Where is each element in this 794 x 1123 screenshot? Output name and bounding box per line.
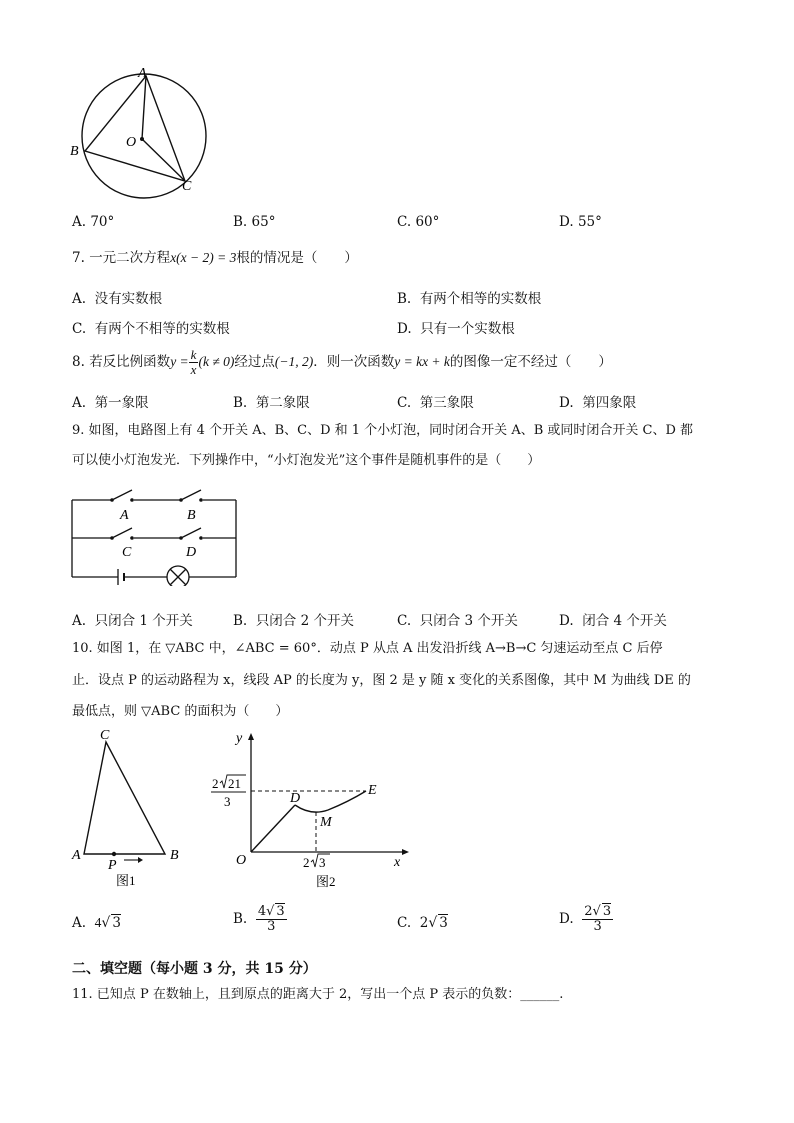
choice-letter: B. [233, 613, 248, 629]
label-o: O [126, 135, 137, 150]
label-origin: O [236, 853, 247, 868]
q6-choice-d[interactable] [559, 214, 602, 230]
choice-fraction: $\frac{2√ 3}{3}$ [584, 904, 612, 934]
choice-text: 只闭合 3 个开关 [419, 613, 518, 629]
choice-letter: B. [233, 395, 248, 411]
q7-choice-d[interactable] [397, 317, 515, 337]
label-a: A [138, 66, 147, 81]
switch-label-d: D [186, 545, 197, 560]
choice-letter: B. [233, 911, 248, 927]
choice-text: 第二象限 [255, 395, 310, 411]
choice-den: 3 [267, 919, 276, 934]
q7-suffix: 根的情况是（ ） [236, 250, 358, 266]
choice-text: 只闭合 2 个开关 [255, 613, 354, 629]
choice-text: 第四象限 [582, 395, 637, 411]
choice-text: 70° [90, 214, 115, 230]
point-p-dot [112, 852, 116, 856]
choice-letter: A. [72, 613, 87, 629]
q9-choice-d[interactable] [559, 609, 667, 629]
fig2-caption: 图2 [316, 874, 336, 889]
switch-d [181, 528, 201, 538]
choice-letter: A. [72, 395, 87, 411]
q8-func-cond: (k ≠ 0) [198, 354, 235, 369]
q7-choice-c[interactable] [72, 317, 230, 337]
q9-line1: 9. 如图，电路图上有 4 个开关 A、B、C、D 和 1 个小灯泡，同时闭合开关 A、B 或同时闭合开关 C、D 都 [72, 423, 694, 438]
q8-func-den: x [190, 362, 197, 377]
switch-c [112, 528, 132, 538]
choice-text: 闭合 4 个开关 [582, 613, 667, 629]
choice-text: 有两个不相等的实数根 [94, 321, 230, 337]
label-c: C [100, 728, 110, 743]
choice-coef: 2 [584, 904, 593, 919]
choice-letter: C. [397, 915, 412, 931]
y-tick-rad: 21 [228, 776, 241, 791]
q10-choice-b[interactable] [233, 905, 287, 934]
label-x: x [394, 855, 401, 870]
q10-choice-a[interactable]: A. 4√ 3 [72, 915, 121, 931]
q6-choice-a[interactable] [72, 214, 114, 230]
label-m: M [320, 815, 332, 830]
center-dot [140, 137, 144, 141]
q8-prefix: 若反比例函数 [89, 354, 171, 370]
choice-letter: C. [397, 613, 412, 629]
q6-circle-figure [60, 62, 220, 202]
choice-letter: B. [233, 214, 248, 230]
y-tick-coef: 2 [212, 776, 219, 791]
segment-ao [142, 76, 146, 139]
q9-choice-c[interactable] [397, 609, 518, 629]
choice-letter: D. [397, 321, 412, 337]
q8-choice-d[interactable] [559, 391, 636, 411]
x-tick-rad: 3 [319, 855, 326, 870]
q8-point: (−1, 2) [274, 354, 314, 369]
label-c: C [182, 179, 192, 194]
choice-coef: 2 [419, 915, 429, 931]
q8-suffix: 的图像一定不经过（ ） [449, 354, 612, 370]
q9-choice-b[interactable] [233, 609, 354, 629]
choice-rad: 3 [276, 904, 285, 919]
choice-text: 只闭合 1 个开关 [94, 613, 193, 629]
choice-letter: C. [72, 321, 87, 337]
q8-mid2: ．则一次函数 [313, 354, 395, 370]
arrow-right-icon [138, 857, 143, 863]
segment-od [251, 805, 295, 852]
choice-rad: 3 [439, 915, 448, 931]
q10-figure2 [206, 730, 412, 892]
q7-number: 7. [72, 250, 85, 266]
choice-den: 3 [593, 919, 602, 934]
choice-rad: 3 [602, 904, 612, 919]
x-axis-arrow-icon [402, 849, 409, 855]
choice-letter: A. [72, 291, 87, 307]
q9-choice-a[interactable] [72, 609, 193, 629]
choice-letter: C. [397, 395, 412, 411]
choice-text: 有两个相等的实数根 [419, 291, 542, 307]
choice-letter: B. [397, 291, 412, 307]
label-e: E [368, 783, 377, 798]
q8-number: 8. [72, 354, 85, 370]
choice-text: 没有实数根 [94, 291, 163, 307]
section-title: 二、填空题（每小题 3 分，共 15 分） [72, 961, 317, 977]
q10-line3: 最低点，则 ▽ABC 的面积为（ ） [72, 704, 289, 719]
choice-text: 第三象限 [419, 395, 474, 411]
label-d: D [290, 791, 301, 806]
q9-line2: 可以使小灯泡发光．下列操作中，“小灯泡发光”这个事件是随机事件的是（ ） [72, 453, 541, 468]
choice-coef: 4 [257, 904, 267, 919]
choice-letter: C. [397, 214, 412, 230]
triangle-abc [84, 742, 165, 854]
label-a: A [72, 848, 81, 863]
q7-stem [72, 249, 358, 267]
q8-stem [72, 344, 612, 380]
q8-func-num: k [190, 347, 197, 362]
switch-label-c: C [122, 545, 132, 560]
q10-figure1 [66, 726, 196, 890]
q6-choice-b[interactable] [233, 214, 275, 230]
switch-a [112, 490, 132, 500]
choice-text: 55° [577, 214, 602, 230]
choice-text: 65° [251, 214, 276, 230]
q10-choice-d[interactable] [559, 905, 613, 934]
x-tick-label [303, 854, 330, 870]
q6-choice-c[interactable] [397, 214, 439, 230]
fig1-caption: 图1 [116, 873, 136, 888]
choice-letter: D. [559, 395, 574, 411]
curve-de [295, 791, 366, 812]
q8-mid: 经过点 [234, 354, 275, 370]
choice-letter: D. [559, 613, 574, 629]
q10-choice-c[interactable]: C. 2√ 3 [397, 915, 448, 931]
x-tick-coef: 2 [303, 855, 310, 870]
q9-circuit-figure [66, 482, 246, 586]
q8-linear: y = kx + k [394, 354, 450, 369]
q11-stem: 11. 已知点 P 在数轴上，且到原点的距离大于 2，写出一个点 P 表示的负数：______. [72, 987, 564, 1002]
choice-text: 第一象限 [94, 395, 149, 411]
switch-label-b: B [187, 508, 196, 523]
q7-prefix: 一元二次方程 [89, 250, 171, 266]
q8-choice-b[interactable] [233, 391, 310, 411]
choice-text: 只有一个实数根 [420, 321, 515, 337]
q10-line2: 止．设点 P 的运动路程为 x，线段 AP 的长度为 y，图 2 是 y 随 x 变化的关系图像，其中 M 为曲线 DE 的 [72, 673, 691, 688]
q8-fraction [189, 348, 199, 377]
label-b: B [70, 144, 79, 159]
y-tick-label [211, 775, 246, 809]
choice-letter: A. [72, 915, 87, 931]
label-p: P [108, 858, 117, 873]
switch-b [181, 490, 201, 500]
choice-coef: 4 [94, 915, 102, 930]
y-tick-den: 3 [224, 794, 231, 809]
choice-letter: D. [559, 911, 574, 927]
q7-choice-b[interactable] [397, 287, 541, 307]
q7-choice-a[interactable] [72, 287, 162, 307]
q8-choice-c[interactable] [397, 391, 474, 411]
choice-fraction: $\frac{4√ 3}{3}$ [257, 904, 285, 934]
label-b: B [170, 848, 179, 863]
q10-line1: 10. 如图 1，在 ▽ABC 中，∠ABC = 60°．动点 P 从点 A 出发沿折线 A→B→C 匀速运动至点 C 后停 [72, 641, 663, 656]
q8-choice-a[interactable] [72, 391, 149, 411]
choice-text: 60° [415, 214, 440, 230]
q8-func-lhs: y = [170, 354, 189, 369]
choice-letter: D. [559, 214, 574, 230]
label-y: y [236, 731, 243, 746]
choice-letter: A. [72, 214, 87, 230]
y-axis-arrow-icon [248, 733, 254, 740]
switch-label-a: A [120, 508, 129, 523]
choice-rad: 3 [112, 915, 121, 931]
q7-equation: x(x − 2) = 3 [170, 250, 237, 265]
